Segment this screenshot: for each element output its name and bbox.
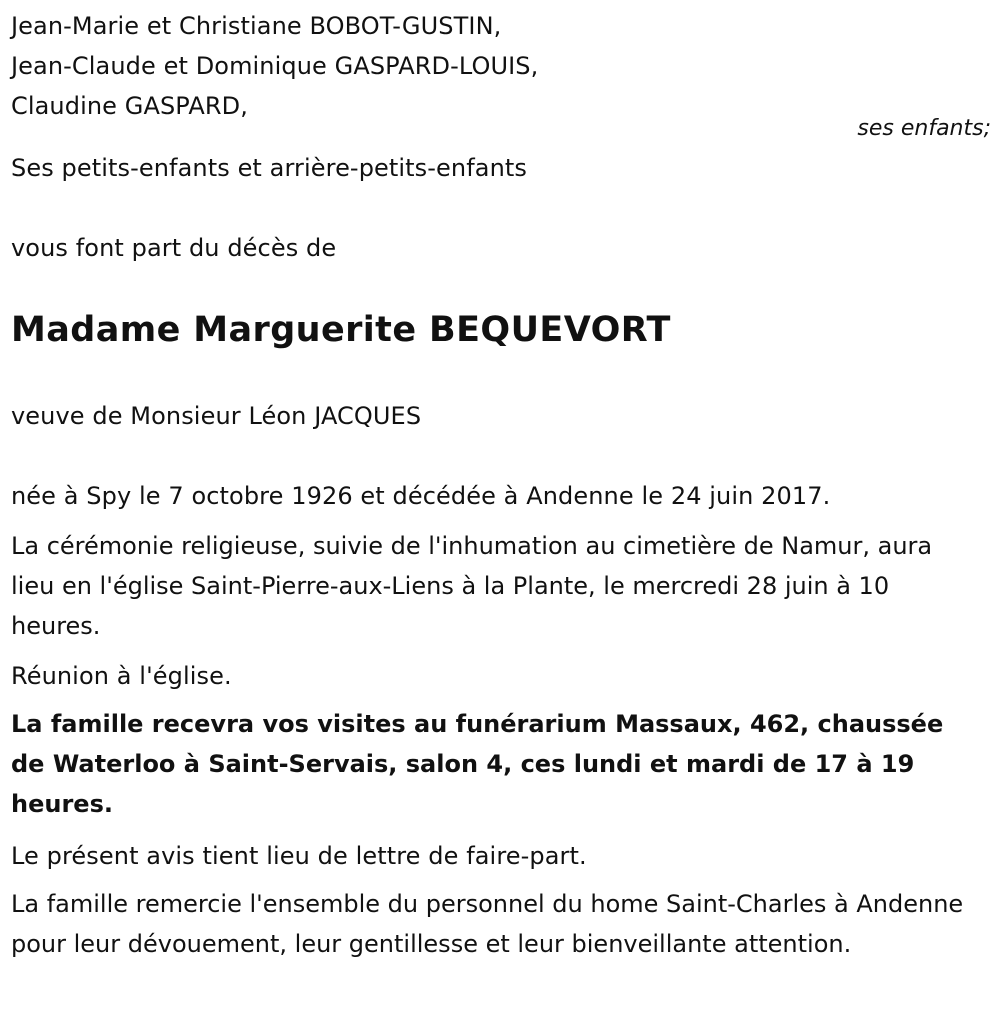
ceremony-paragraph: La cérémonie religieuse, suivie de l'inhumation au cimetière de Namur, aura lieu en l'église Saint-Pierre-aux-Liens à la Plante, le mercredi 28 juin à 10 heures.: [11, 532, 933, 640]
visits-paragraph: La famille recevra vos visites au funérarium Massaux, 462, chaussée de Waterloo à Saint-Servais, salon 4, ces lundi et mardi de 17 à 19 heures.: [11, 710, 944, 818]
deceased-name: Madame Marguerite BEQUEVORT: [11, 310, 671, 350]
thanks-paragraph: La famille remercie l'ensemble du personnel du home Saint-Charles à Andenne pour leur dévouement, leur gentillesse et leur bienveillante attention.: [11, 890, 964, 958]
family-line-2: Jean-Claude et Dominique GASPARD-LOUIS,: [11, 52, 539, 80]
birth-death-line: née à Spy le 7 octobre 1926 et décédée à Andenne le 24 juin 2017.: [11, 482, 831, 510]
family-line-3: Claudine GASPARD,: [11, 92, 248, 120]
announcement-line: vous font part du décès de: [11, 234, 337, 262]
notice-letter-line: Le présent avis tient lieu de lettre de faire-part.: [11, 842, 587, 870]
widow-line: veuve de Monsieur Léon JACQUES: [11, 402, 422, 430]
family-relation: ses enfants;: [857, 116, 991, 141]
grandchildren-line: Ses petits-enfants et arrière-petits-enfants: [11, 154, 528, 182]
meeting-line: Réunion à l'église.: [11, 662, 232, 690]
family-line-1: Jean-Marie et Christiane BOBOT-GUSTIN,: [11, 12, 502, 40]
